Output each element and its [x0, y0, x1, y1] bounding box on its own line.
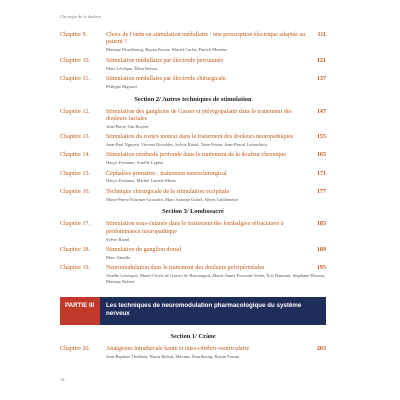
page-ref: 195 [316, 265, 326, 272]
part-title: Les techniques de neuromodulation pharmacologique du système nerveux [100, 297, 326, 325]
page-ref: 155 [316, 134, 326, 141]
entry-body [106, 109, 326, 130]
page-ref: 171 [316, 170, 326, 177]
chapter-number: Chapitre 11. [60, 75, 90, 82]
title-line [106, 76, 326, 83]
page-ref: 189 [316, 247, 326, 254]
chapter-number: Chapitre 19. [60, 265, 91, 272]
chapter-title[interactable]: Stimulation sous-cutanée dans le traitement des lombalgies réfractaires à prédominance neuropathique [106, 221, 284, 235]
section-heading: Section 3/ Lombosacré [162, 208, 224, 216]
title-line [106, 58, 326, 65]
chapter-authors: Maxime Dourlbourg, Rayan Fawaz, Muriel Carlet, Patrick Mertens [106, 47, 228, 53]
title-line [106, 152, 326, 159]
toc-entry[interactable] [60, 134, 326, 148]
entry-body [106, 247, 326, 261]
title-line [106, 189, 326, 196]
chapter-title[interactable]: Stimulation cérébrale profonde dans le traitement de la douleur chronique [106, 152, 286, 159]
toc-entry[interactable] [60, 109, 326, 130]
page-ref: 121 [316, 57, 326, 64]
title-line [106, 346, 326, 353]
chapter-authors: Sylvie Raoul [106, 236, 130, 242]
chapter-number: Chapitre 17. [60, 221, 91, 228]
chapter-title[interactable]: Neuromodulation dans le traitement des douleurs pelvipérinéales [106, 265, 265, 272]
chapter-number: Chapitre 9. [60, 32, 88, 38]
chapter-authors: Marie-Pierre Fournier-Gosselin, Marc Antoine Gokel, Albert Guillemette [106, 196, 238, 202]
title-line [106, 247, 326, 254]
toc-entry[interactable] [60, 58, 326, 72]
page-ref: 185 [316, 221, 326, 228]
chapter-title[interactable]: Céphalées primaires : traitement neurochirurgical [106, 170, 227, 177]
entry-body [106, 134, 326, 148]
section-heading: Section 2/ Autres techniques de stimulation [134, 95, 252, 103]
chapter-number: Chapitre 13. [60, 134, 91, 141]
chapter-title[interactable]: Stimulation médullaire par électrode percutanée [106, 57, 224, 64]
chapter-title[interactable]: Analgésies intrathécale haute et intra-cérébro-ventriculaire [106, 345, 250, 352]
chapter-authors: Jean-Baptiste Thiébaut, Hayat Belaid, Maxime Dourlbourg, Rayan Fawaz [106, 353, 240, 359]
page-ref: 165 [316, 152, 326, 159]
toc-entry[interactable] [60, 346, 326, 360]
page-ref: 137 [316, 75, 326, 82]
part-banner [60, 297, 326, 325]
chapter-authors: Jean-Paul Nguyen, Vincent Roualdes, Sylvie Raoul, Yann Pénon, Jean-Pascal Lefaucheur [106, 142, 268, 148]
chapter-authors: Denys Fontaine, Aurélie Leplus [106, 160, 164, 166]
entry-body [106, 76, 326, 90]
chapter-authors: Philippe Rigoard [106, 83, 137, 89]
title-line [106, 265, 326, 272]
chapter-title[interactable]: Stimulation du ganglion dorsal [106, 247, 182, 254]
entry-body [106, 171, 326, 185]
entry-body [106, 32, 326, 53]
running-head: Chirurgie de la douleur [60, 14, 102, 19]
page-ref: 177 [316, 188, 326, 195]
chapter-title[interactable]: Stimulation du cortex moteur dans le traitement des douleurs neuropathiques [106, 134, 294, 141]
title-line [106, 109, 326, 124]
toc-entry[interactable] [60, 189, 326, 203]
entry-body [106, 58, 326, 72]
entry-body [106, 346, 326, 360]
chapter-title[interactable]: Technique chirurgicale de la stimulation occipitale [106, 188, 230, 195]
toc-entry[interactable] [60, 221, 326, 242]
part-label: PARTIE III [60, 297, 100, 325]
chapter-title[interactable]: Stimulation des ganglions de Gasser et ptérygopalatin dans le traitement des douleurs faciales [106, 108, 292, 122]
chapter-authors: Denys Fontaine, Michel Lantéri-Minet [106, 178, 176, 184]
page-ref: 203 [316, 345, 326, 352]
chapter-number: Chapitre 16. [60, 188, 91, 195]
title-line [106, 171, 326, 178]
title-line [106, 32, 326, 47]
chapter-authors: Jean-Pierre Van Buyten [106, 123, 149, 129]
toc-entry[interactable] [60, 265, 326, 285]
entry-body [106, 189, 326, 203]
title-line [106, 134, 326, 141]
table-of-contents [60, 32, 326, 364]
toc-entry[interactable] [60, 152, 326, 166]
chapter-number: Chapitre 14. [60, 152, 91, 159]
page-ref: 111 [317, 32, 326, 38]
toc-entry[interactable] [60, 247, 326, 261]
chapter-title[interactable]: Choix de l'onde en stimulation médullaire : une prescription électrique adaptée au patient ? [106, 32, 306, 46]
page-number: 14 [60, 377, 65, 382]
page-ref: 147 [316, 108, 326, 115]
chapter-number: Chapitre 12. [60, 108, 91, 115]
toc-entry[interactable] [60, 76, 326, 90]
chapter-title[interactable]: Stimulation médullaire par électrode chirurgicale [106, 75, 226, 82]
chapter-authors: Marc Zanello [106, 254, 131, 260]
chapter-authors: Amélie Levesque, Marie-Cécile de Guerry de Beauregard, Marie-Annie Perrouin-Verbe, Éric Bautrant, Stéphane Ploteau, Maxime Robert [106, 273, 326, 284]
toc-entry[interactable] [60, 171, 326, 185]
title-line [106, 221, 326, 236]
chapter-number: Chapitre 20. [60, 345, 91, 352]
section-heading: Section 1/ Crâne [170, 332, 216, 340]
entry-body [106, 221, 326, 242]
entry-body [106, 265, 326, 285]
toc-entry[interactable] [60, 32, 326, 53]
chapter-number: Chapitre 15. [60, 170, 91, 177]
chapter-number: Chapitre 18. [60, 247, 91, 254]
chapter-number: Chapitre 10. [60, 57, 91, 64]
entry-body [106, 152, 326, 166]
chapter-authors: Marc Lévêque, Éléni Breton [106, 65, 158, 71]
